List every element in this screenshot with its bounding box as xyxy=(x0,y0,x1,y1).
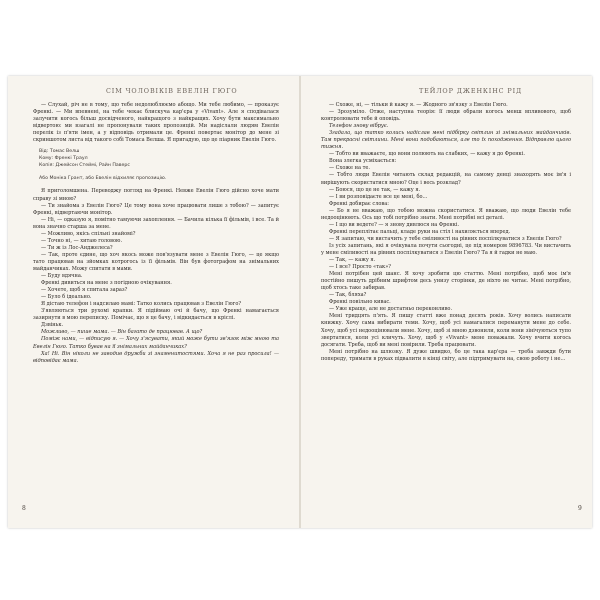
paragraph: — Слухай, річ не в тому, що тебе недолюблюємо абощо. Ми тебе любимо, — проказує Френкі. — Ми впевнені, на тебе чекає блискуча кар'єра у «Vivant». Але я сподівалася залучити когось більш досвідченого, найкращого з найкращих. Хочу бути максимально відвертою: ми взагалі не пропонували таких пропозицій. Ми надіслали людям Евелін перелік із п'яти імен, а у відповідь отримали це. Френкі повертає монітор до мене зі скриншотом листа від такого собі Томаса Велша. Я пригадую, що це піарник Евелін Гюго. xyxy=(33,102,279,144)
paragraph: Френкі повільно кивас. xyxy=(329,299,391,306)
left-page-text xyxy=(33,102,279,365)
right-running-head xyxy=(419,86,522,96)
email-from: Від: Томас Велш xyxy=(39,149,80,155)
paragraph: — Буду вдячна. xyxy=(41,273,83,280)
paragraph: Телефон знову вібрує. xyxy=(329,123,389,130)
paragraph: Мені тридцять п'ять. Я пишу статті вже понад десять років. Хочу волись написати книжку. Хочу сама вибирати теми. Хочу, щоб усі намагалися переманути мене до себе. Хочу, щоб усі недооцінювали мене. Хочу, щоб зі мною дзвонили, коли вони зінічуються тупо звертатися, коли усі кличуть. Хочу, щоб у «Vivant» мене поважали. Хочу вчити когось досягати. Треба, щоб ви мені повірили. Треба працювати. xyxy=(321,313,571,348)
paragraph: — Боюся, що це не так, — кажу я. xyxy=(329,186,421,193)
email-to: Кому: Френкі Траул xyxy=(39,156,88,162)
right-page xyxy=(301,76,592,528)
right-page-text xyxy=(321,102,571,363)
paragraph: — Уже краще, але не достатньо переконливо. xyxy=(329,306,453,313)
paragraph: Я дістаю телефон і надсилаю мамі: Татко колись працював з Евелін Гюго? xyxy=(41,301,242,308)
paragraph: — Так, — кажу я. xyxy=(329,257,376,264)
paragraph: — І що ви ведете? — я знову дивлюся на Френкі. xyxy=(329,221,460,228)
left-page-number: 8 xyxy=(22,505,26,512)
paragraph: — Зрозуміло. Отже, наступна теорія: її люди обрали когось менш впливового, щоб контролювати тебе й оповідь. xyxy=(321,109,571,123)
paragraph: Френкі дивиться на мене з погідною очікування. xyxy=(41,280,172,287)
paragraph: — Схоже, ні, — тільки й кажу я. — Жодного зв'язку з Евелін Гюго. xyxy=(329,102,508,108)
paragraph: Я приголомшена. Переводжу погляд на Френкі. Невже Евелін Гюго дійсно хоче мати справу зі мною? xyxy=(33,188,279,202)
left-running-head xyxy=(106,86,237,96)
text-message: Згадала, що татко колись надіслав мені підбірку світлин зі знімальних майданчиків. Там прекрасні світлини. Мені вони подобаються, але то їх походження. Відправлю цього тижня. xyxy=(321,130,571,151)
email-body: Або Моніка Грант, або Евелін відхиляє пропозицію. xyxy=(39,175,167,181)
paragraph: Френкі переплітає пальці, кладе руки на стіл і нахиляється вперед. xyxy=(329,228,511,235)
right-page-number: 9 xyxy=(578,505,582,512)
email-screenshot xyxy=(39,149,279,169)
paragraph: — Ні, — одказую я, помітно тамуючи захоплення. — Бачила кілька її фільмів, і все. Та й вона значно старша за мене. xyxy=(33,216,279,230)
text-message: Поміж нами, — відписую я. — Хочу з'ясувати, який може бути зв'язок між мною та Евелін Гюго. Татко бував на її знімальних майданчиках? xyxy=(33,336,279,350)
paragraph: — Так, бляха? xyxy=(329,292,367,299)
paragraph: — Точно ні, — хитаю головою. xyxy=(41,237,123,244)
paragraph: Мені потрібен цей шанс. Я хочу зробити цю статтю. Мені потрібно, щоб моє ім'я постійно пишуть дрібним шрифтом десь унизу сторінки, де ніхто не читає. Мені потрібно, щоб хтось таке забирав. xyxy=(321,271,571,292)
paragraph: Мені потрібно на шлюзку. Я дуже швидко, бо це така кар'єра — треба завжди бути попереду, тримати в руках підвалити в кінці світу, але підтримувати на, свою роботу і не... xyxy=(321,348,571,362)
paragraph: Із усіх запитань, які я очікувала почути сьогодні, це під номером 9896783. Чи вистачить у мене сміливості на рівних поспілкуватися з Евелін Гюго? Та я й гадки не маю. xyxy=(321,242,571,256)
paragraph: — Ти ж із Лос-Анджелеса? xyxy=(41,244,113,251)
paragraph: З'являються три рухомі крапки. Я підіймаю очі й бачу, що Френкі намагається зазирнути в мою переписку. Помічає, що я це бачу, і відкидається в кріслі. xyxy=(33,308,279,322)
paragraph: — Схоже на те. xyxy=(329,165,370,172)
paragraph: — І ви розповідаєте все це мені, бо... xyxy=(329,193,428,200)
paragraph: — Я запитаю, чи вистачить у тебе сміливості на рівних поспілкуватися з Евелін Гюго? xyxy=(329,235,562,242)
book-spread xyxy=(8,76,592,528)
paragraph: — Було б ідеально. xyxy=(41,294,92,301)
text-message: Можливо, — пише мама. — Він багато де працював. А що? xyxy=(41,329,203,336)
paragraph: — Ти знайома з Евелін Гюго? Це тому вона хоче працювати лише з тобою? — запитує Френкі, відвертаючи монітор. xyxy=(33,202,279,216)
left-page xyxy=(8,76,299,528)
paragraph: — Тобто ви вважаєте, що вони полюють на слабких, — кажу я до Френкі. xyxy=(329,151,525,158)
paragraph: — Хочете, щоб я спитала зараз? xyxy=(41,287,128,294)
text-message: Ха! Ні. Він ніколи не заводив дружби зі знаменитостями. Хоча я не раз просила! — відповідає мама. xyxy=(33,350,279,364)
paragraph: Дзвіньк. xyxy=(41,322,64,329)
paragraph: — Можливо, якісь спільні знайомі? xyxy=(41,230,136,237)
paragraph: — І все? Просто «так»? xyxy=(329,264,391,271)
running-head-text: СІМ ЧОЛОВІКІВ ЕВЕЛІН ГЮГО xyxy=(106,87,238,95)
paragraph: Френкі добирає слова: xyxy=(329,200,389,207)
paragraph: — Бо я не вважаю, що тобою можна скористатися. Я вважаю, що люди Евелін тебе недооцінюють. Ось що тобі потрібно знати. Мені потрібні всі деталі. xyxy=(321,207,571,221)
running-head-text: ТЕЙЛОР ДЖЕНКІНС РІД xyxy=(419,87,523,95)
paragraph: Вона злегка усміхається: xyxy=(329,158,397,165)
paragraph: — Тобто люди Евелін читають склад редакцій, на самому денці знаходять моє ім'я і вирішують скористатися мною? Оце і весь розклад? xyxy=(321,172,571,186)
email-cc: Копія: Джейсон Стеймі, Райн Паверс xyxy=(39,162,130,168)
paragraph: — Так, проте єдине, що хоч якось може пов'язувати мене з Евелін Гюго, — це якщо тато працював на зйомках котрогось із її фільмів. Він був фотографом на знімальних майданчиках. Можу спитати в мами. xyxy=(33,251,279,272)
